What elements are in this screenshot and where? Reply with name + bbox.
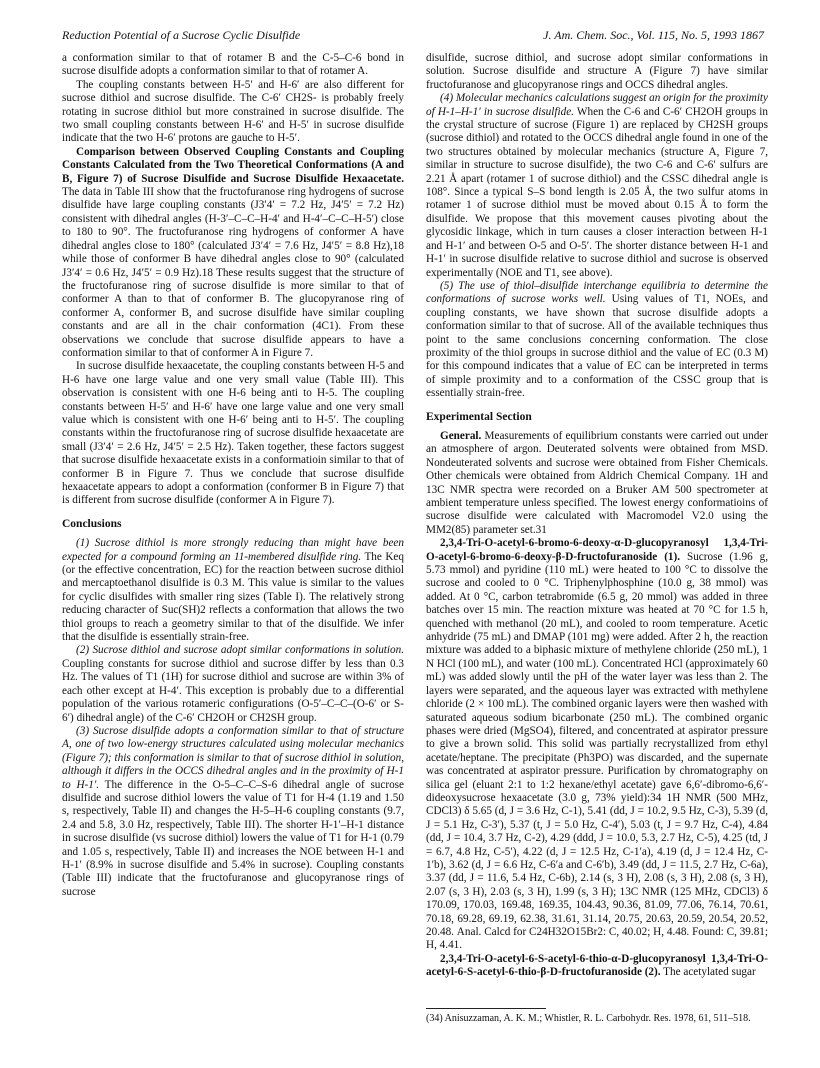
conclusion-item: (5) The use of thiol–disulfide interchange equilibria to determine the conformations of sucrose works well. Using values of T1, NOEs, and coupling constants, we have shown that sucrose disulfide adopts a conformation similar to that of sucrose. All of the available techniques thus point to the same conclusions concerning conformation. The close proximity of the thiol groups in sucrose dithiol and the value of EC (0.3 M) for this compound indicates that a value of EC can be interpreted in terms of simple proximity and to a conformation of the CSSC group that is essentially strain-free. xyxy=(426,279,768,400)
footnote-rule xyxy=(426,1008,546,1009)
section-heading-conclusions: Conclusions xyxy=(62,517,122,530)
left-column xyxy=(62,52,404,899)
paragraph: disulfide, sucrose dithiol, and sucrose adopt similar conformations in solution. Sucrose disulfide and structure A (Figure 7) have similar fructofuranose and glucopyranose rings and OCCS dihedral angles. xyxy=(426,52,768,91)
running-header xyxy=(62,28,764,44)
conclusion-item: (1) Sucrose dithiol is more strongly reducing than might have been expected for a compound forming an 11-membered disulfide ring. The Keq (or the effective concentration, EC) for the reaction between sucrose dithiol and mercaptoethanol disulfide is 0.3 M. This value is similar to the values for cyclic disulfides with smaller ring sizes (Table I). The relatively strong reducing character of Suc(SH)2 reflects a conformation that allows the two thiol groups to reach a geometry similar to that of the disulfide. We infer that the disulfide is essentially strain-free. xyxy=(62,537,404,644)
compound-procedure: 2,3,4-Tri-O-acetyl-6-bromo-6-deoxy-α-D-glucopyranosyl 1,3,4-Tri-O-acetyl-6-bromo-6-deoxy-β-D-fructofuranoside (1). Sucrose (1.96 g, 5.73 mmol) and pyridine (110 mL) were heated to 100 °C to dissolve the sucrose and cooled to 0 °C. Triphenylphosphine (10.0 g, 38 mmol) was added. At 0 °C, carbon tetrabromide (6.5 g, 20 mmol) was added in three batches over 15 min. The reaction mixture was heated at 70 °C for 1.5 h, quenched with methanol (20 mL), and cooled to room temperature. Acetic anhydride (75 mL) and DMAP (101 mg) were added. After 2 h, the reaction mixture was added to a biphasic mixture of methylene chloride (250 mL), 1 N HCl (100 mL), and water (100 mL). Concentrated HCl (approximately 60 mL) was added slowly until the pH of the water layer was less than 2. The layers were separated, and the aqueous layer was extracted with methylene chloride (2 × 100 mL). The combined organic layers were then washed with saturated aqueous sodium bicarbonate (250 mL). The combined organic phases were dried (MgSO4), filtered, and concentrated at aspirator pressure to give a brown solid. This solid was partially recrystallized from ethyl acetate/heptane. The precipitate (Ph3PO) was discarded, and the supernate was concentrated at aspirator pressure. Purification by chromatography on silica gel (eluant 2:1 to 1:2 hexane/ethyl acetate) gave 6,6′-dibromo-6,6′-dideoxysucrose hexaacetate (3.0 g, 73% yield):34 1H NMR (500 MHz, CDCl3) δ 5.65 (d, J = 3.6 Hz, C-1), 5.41 (dd, J = 10.2, 9.5 Hz, C-3), 5.39 (d, J = 5.1 Hz, C-3′), 5.37 (t, J = 5.0 Hz, C-4′), 5.03 (t, J = 9.7 Hz, C-4), 4.84 (dd, J = 10.4, 3.7 Hz, C-2), 4.29 (ddd, J = 10.0, 5.3, 2.7 Hz, C-5), 4.25 (td, J = 6.7, 4.8 Hz, C-5′), 4.22 (d, J = 12.5 Hz, C-1′a), 4.19 (d, J = 12.4 Hz, C-1′b), 3.62 (d, J = 6.6 Hz, C-6′a and C-6′b), 3.49 (dd, J = 11.5, 2.7 Hz, C-6a), 3.37 (dd, J = 11.6, 5.4 Hz, C-6b), 2.14 (s, 3 H), 2.08 (s, 3 H), 2.08 (s, 3 H), 2.07 (s, 3 H), 2.03 (s, 3 H), 1.99 (s, 3 H); 13C NMR (125 MHz, CDCl3) δ 170.09, 170.03, 169.48, 169.35, 104.43, 90.36, 81.09, 77.06, 76.14, 70.61, 70.18, 69.28, 69.19, 62.38, 31.61, 31.14, 20.75, 20.63, 20.59, 20.54, 20.52, 20.48. Anal. Calcd for C24H32O15Br2: C, 40.02; H, 4.48. Found: C, 39.81; H, 4.41. xyxy=(426,537,768,952)
footnote-text: (34) Anisuzzaman, A. K. M.; Whistler, R. L. Carbohydr. Res. 1978, 61, 511–518. xyxy=(426,1013,751,1024)
paragraph: a conformation similar to that of rotamer B and the C-5–C-6 bond in sucrose disulfide adopts a conformation similar to that of rotamer A. xyxy=(62,52,404,78)
paragraph: Comparison between Observed Coupling Constants and Coupling Constants Calculated from the Two Theoretical Conformations (A and B, Figure 7) of Sucrose Disulfide and Sucrose Disulfide Hexaacetate. The data in Table III show that the fructofuranose ring hydrogens of sucrose disulfide have large coupling constants (J3′4′ = 7.2 Hz, J4′5′ = 7.2 Hz) consistent with dihedral angles (H-3′–C–C–H-4′ and H-4′–C–C–H-5′) close to 180 to 90°. The fructofuranose ring hydrogens of conformer A have dihedral angles close to 180° (calculated J3′4′ = 7.6 Hz, J4′5′ = 8.8 Hz),18 while those of conformer B have dihedral angles close to 90° (calculated J3′4′ = 0.6 Hz, J4′5′ = 0.9 Hz).18 These results suggest that the structure of the fructofuranose ring of sucrose disulfide is more similar to that of conformer A than to that of conformer B. The glucopyranose ring of conformer A, conformer B, and sucrose disulfide have similar coupling constants and are all in the chair conformation (4C1). From these observations we conclude that sucrose disulfide appears to have a conformation similar to that of conformer A in Figure 7. xyxy=(62,145,404,359)
conclusion-item: (4) Molecular mechanics calculations suggest an origin for the proximity of H-1–H-1′ in sucrose disulfide. When the C-6 and C-6′ CH2OH groups in the crystal structure of sucrose (Figure 1) are replaced by CH2SH groups (sucrose dithiol) and rotated to the OCCS dihedral angle found in one of the two structures obtained by molecular mechanics (structure A, Figure 7, similar in structure to sucrose disulfide), the two C-6 and C-6′ sulfurs are 2.21 Å apart (rotamer 1 of sucrose dithiol) and the CSSC dihedral angle is 108°. Since a typical S–S bond length is 2.05 Å, the two sulfur atoms in rotamer 1 of sucrose dithiol must be moved about 0.15 Å to form the disulfide. We propose that this movement causes pivoting about the glycosidic linkage, which in turn causes a closer interaction between H-1 and H-1′ and between O-5 and O-5′. The shorter distance between H-1 and H-1′ in sucrose disulfide relative to sucrose dithiol and sucrose is observed experimentally (NOE and T1, see above). xyxy=(426,92,769,279)
paragraph: The coupling constants between H-5′ and H-6′ are also different for sucrose dithiol and sucrose disulfide. The C-6′ CH2S- is probably freely rotating in sucrose dithiol but more constrained in sucrose disulfide. The two small coupling constants between H-6′ and H-5′ in sucrose disulfide indicate that the two H-6′ protons are gauche to H-5′. xyxy=(62,78,404,145)
run-in-heading: Comparison between Observed Coupling Constants and Coupling Constants Calculated from the Two Theoretical Conformations (A and B, Figure 7) of Sucrose Disulfide and Sucrose Disulfide Hexaacetate. xyxy=(62,145,404,185)
paragraph: General. Measurements of equilibrium constants were carried out under an atmosphere of argon. Deuterated solvents were obtained from MSD. Nondeuterated solvents and sucrose were obtained from Fisher Chemicals. Other chemicals were obtained from Aldrich Chemical Company. 1H and 13C NMR spectra were recorded on a Bruker AM 500 spectrometer at ambient temperature unless specified. The lowest energy conformatioins of sucrose disulfide were calculated with Macromodel V2.0 using the MM2(85) parameter set.31 xyxy=(426,429,768,536)
conclusion-item: (2) Sucrose dithiol and sucrose adopt similar conformations in solution. Coupling constants for sucrose dithiol and sucrose differ by less than 0.3 Hz. The values of T1 (1H) for sucrose dithiol and sucrose are within 3% of each other except at H-4′. This exception is probably due to a differential population of the various rotameric configurations (O-5′–C–C–(O-6′ or S-6′) dihedral angle) of the C-6′ CH2OH or CH2SH group. xyxy=(62,644,404,724)
compound-procedure: 2,3,4-Tri-O-acetyl-6-S-acetyl-6-thio-α-D-glucopyranosyl 1,3,4-Tri-O-acetyl-6-S-acetyl-6-thio-β-D-fructofuranoside (2). The acetylated sugar xyxy=(426,952,768,979)
journal-citation: J. Am. Chem. Soc., Vol. 115, No. 5, 1993 1867 xyxy=(543,28,764,42)
conclusion-item: (3) Sucrose disulfide adopts a conformation similar to that of structure A, one of two low-energy structures calculated using molecular mechanics (Figure 7); this conformation is similar to that of sucrose dithiol in solution, although it differs in the OCCS dihedral angles and in the proximity of H-1 to H-1′. The difference in the O-5–C–C–S-6 dihedral angle of sucrose disulfide and sucrose dithiol lowers the value of T1 for H-4 (1.19 and 1.50 s, respectively, Table II) and changes the H-5–H-6 coupling constants (9.7, 2.4 and 5.8, 3.0 Hz, respectively, Table III). The shorter H-1′–H-1 distance in sucrose disulfide (vs sucrose dithiol) lowers the value of T1 for H-1 (0.79 and 1.05 s, respectively, Table II) and increases the NOE between H-1 and H-1′ (8.9% in sucrose disulfide and 5.4% in sucrose). Coupling constants (Table III) indicate that the fructofuranose and glucopyranose rings of sucrose xyxy=(62,724,404,898)
right-column xyxy=(426,52,768,980)
running-title: Reduction Potential of a Sucrose Cyclic Disulfide xyxy=(62,28,301,42)
paragraph: In sucrose disulfide hexaacetate, the coupling constants between H-5 and H-6 have one large value and one very small value (Table III). This observation is consistent with one H-6 being anti to H-5. The coupling constants between H-5′ and H-6′ have one large value and one very small value which is consistent with one H-6′ being anti to H-5′. The coupling constants within the fructofuranose ring of sucrose disulfide hexaacetate are small (J3′4′ = 2.6 Hz, J4′5′ = 2.5 Hz). Taken together, these factors suggest that sucrose disulfide hexaacetate exists in a conformatioin similar to that of conformer B in Figure 7. Thus we conclude that sucrose disulfide hexaacetate appears to adopt a conformation (conformer B in Figure 7) that is different from sucrose disulfide (conformer A in Figure 7). xyxy=(62,360,404,507)
footnote xyxy=(426,1008,768,1025)
section-heading-experimental: Experimental Section xyxy=(426,410,532,423)
